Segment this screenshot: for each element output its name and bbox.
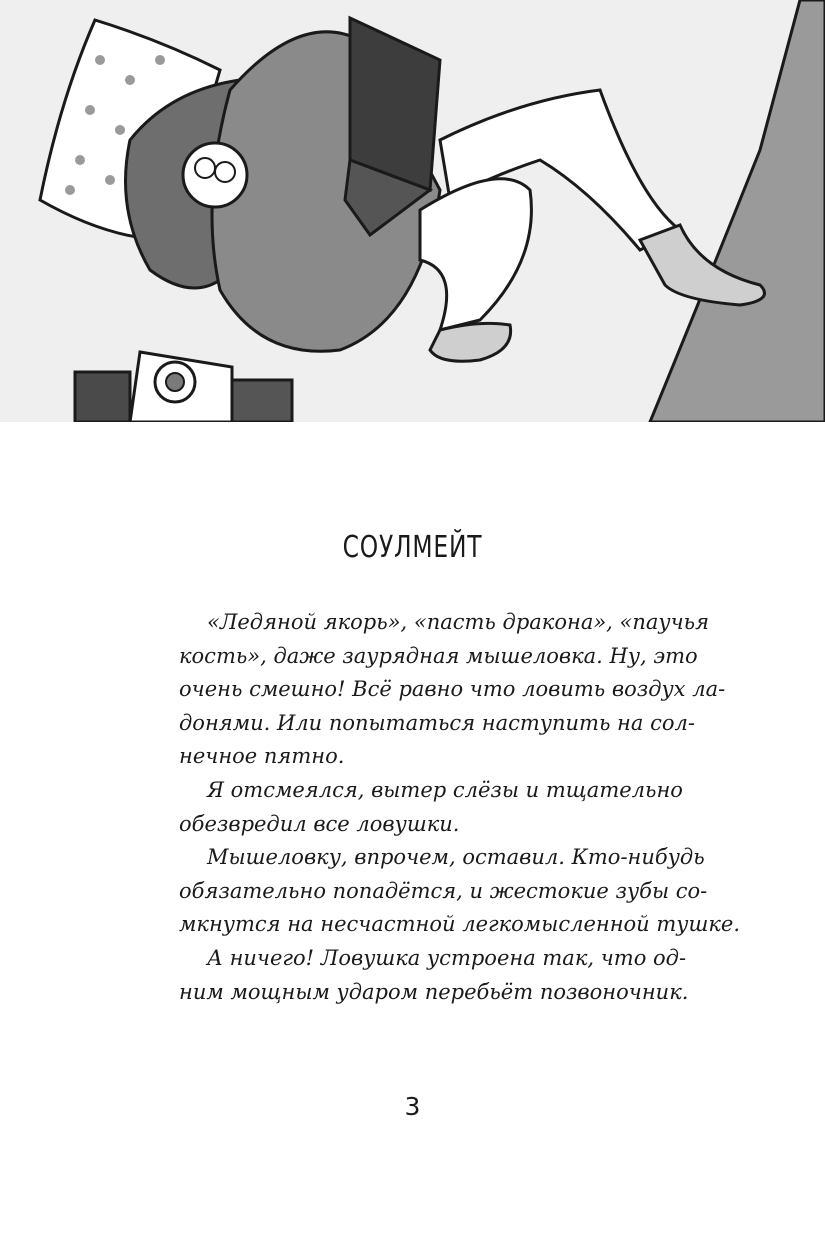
text-line: ним мощным ударом перебьёт позвоночник. [179,979,689,1004]
paragraph [179,942,689,1009]
text-line: Я отсмеялся, вытер слёзы и тщательно [207,777,683,802]
text-line: очень смешно! Всё равно что ловить воздух ла- [179,677,726,702]
text-line: Мышеловку, впрочем, оставил. Кто-нибудь [207,845,705,870]
text-line: нечное пятно. [179,744,345,769]
text-line: кость», даже заурядная мышеловка. Ну, это [179,643,698,668]
paragraph [179,606,726,774]
page-number: 3 [404,1092,421,1121]
text-line: донями. Или попытаться наступить на сол- [179,710,695,735]
chapter-title: СОУЛМЕЙТ [342,530,483,565]
paragraph [179,774,683,841]
text-line: «Ледяной якорь», «пасть дракона», «паучья [207,610,710,634]
header-illustration [0,0,825,422]
paragraph [179,841,741,942]
text-line: обезвредил все ловушки. [179,811,460,836]
text-line: А ничего! Ловушка устроена так, что од- [207,945,687,970]
body-text [179,606,741,1009]
text-line: мкнутся на несчастной легкомысленной тушке. [179,912,741,937]
reading-laptop-illustration-icon [0,0,825,422]
text-line: обязательно попадётся, и жестокие зубы со- [179,878,708,903]
